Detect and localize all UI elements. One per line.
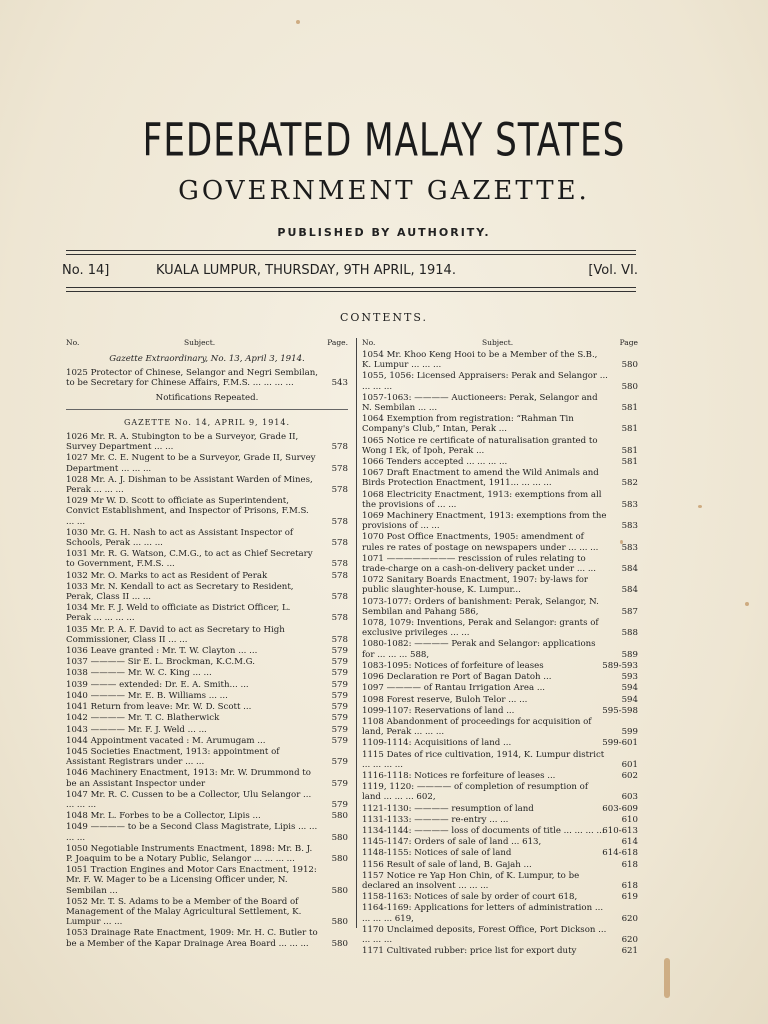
entry-page: 580 (331, 938, 348, 949)
contents-entry (66, 736, 348, 746)
entry-page: 543 (331, 378, 348, 389)
left-entries (66, 432, 348, 949)
entry-page: 579 (331, 778, 348, 789)
entry-page: 603 (621, 792, 638, 803)
entry-page: 620 (621, 913, 638, 924)
entry-subject: 1049 ———— to be a Second Class Magistrate, Lipis ... ... ... ... (66, 822, 318, 843)
contents-entry (66, 768, 348, 788)
contents-entry (66, 646, 348, 656)
entry-page: 578 (331, 559, 348, 570)
entry-subject: 1070 Post Office Enactments, 1905: amendment of rules re rates of postage on newspapers under ... ... ... (362, 532, 599, 553)
contents-entry (362, 717, 638, 737)
entry-subject: 1097 ———— of Rantau Irrigation Area ... (362, 683, 546, 694)
contents-entry (362, 511, 638, 531)
contents-entry (362, 871, 638, 891)
entry-subject: 1148-1155: Notices of sale of land (362, 848, 512, 859)
entry-subject: 1043 ———— Mr. F. J. Weld ... ... (66, 724, 207, 735)
contents-entry (66, 625, 348, 645)
entry-subject: 1052 Mr. T. S. Adams to be a Member of the Board of Management of the Malay Agricultural Settlement, K. Lumpur ... ... (66, 896, 302, 928)
entry-page: 580 (331, 832, 348, 843)
entry-subject: 1030 Mr. G. H. Nash to act as Assistant Inspector of Schools, Perak ... ... ... (66, 527, 294, 549)
entry-subject: 1145-1147: Orders of sale of land ... 613, (362, 837, 542, 848)
contents-entry (362, 782, 638, 802)
contents-entry (362, 575, 638, 595)
entry-subject: 1051 Traction Engines and Motor Cars Enactment, 1912: Mr. F. W. Mager to be a Licensing Officer under, N. Sembilan ... (66, 865, 317, 896)
gazette-heading: GAZETTE No. 14, APRIL 9, 1914. (123, 417, 291, 427)
entry-subject: 1072 Sanitary Boards Enactment, 1907: by-laws for public slaughter-house, K. Lumpur... (362, 575, 589, 596)
bottom-rule (66, 287, 636, 288)
entry-page: 620 (621, 934, 638, 945)
contents-entry (66, 496, 348, 527)
contents-entry (362, 618, 638, 638)
published-by-authority: PUBLISHED BY AUTHORITY. (277, 226, 491, 239)
entry-subject: 1121-1130: ———— resumption of land (362, 803, 534, 814)
contents-entry (362, 490, 638, 510)
col-page-label: Page (619, 338, 638, 347)
contents-entry (66, 657, 348, 667)
entry-page: 578 (331, 485, 348, 496)
entry-page: 581 (621, 445, 638, 456)
entry-subject: 1048 Mr. L. Forbes to be a Collector, Lipis ... (66, 811, 261, 822)
entry-page: 579 (331, 702, 348, 713)
contents-entry (362, 683, 638, 693)
entry-subject: 1156 Result of sale of land, B. Gajah ... (362, 859, 532, 870)
entry-subject: 1068 Electricity Enactment, 1913: exemptions from all the provisions of ... ... (362, 489, 602, 510)
entry-page: 578 (331, 613, 348, 624)
entry-page: 621 (621, 946, 638, 957)
contents-entry (66, 747, 348, 767)
contents-entry (362, 436, 638, 456)
entry-subject: 1158-1163: Notices of sale by order of court 618, (362, 892, 578, 903)
entry-subject: 1054 Mr. Khoo Keng Hooi to be a Member of the S.B., K. Lumpur ... ... ... (362, 350, 598, 371)
entry-page: 583 (621, 542, 638, 553)
entry-subject: 1027 Mr. C. E. Nugent to be a Surveyor, Grade II, Survey Department ... ... ... (66, 453, 316, 474)
entry-subject: 1035 Mr. P. A. F. David to act as Secretary to High Commissioner, Class II ... ... (66, 624, 285, 645)
contents-entry (362, 860, 638, 870)
contents-entry (362, 457, 638, 467)
contents-entry (66, 822, 348, 842)
entry-subject: 1164-1169: Applications for letters of administration ... ... ... ... 619, (362, 903, 604, 924)
issue-number: No. 14] (62, 263, 110, 278)
contents-entry (362, 661, 638, 671)
entry-subject: 1069 Machinery Enactment, 1913: exemptions from the provisions of ... ... (362, 511, 607, 532)
contents-entry (362, 804, 638, 814)
contents-entry (362, 414, 638, 434)
entry-subject: 1041 Return from leave: Mr. W. D. Scott ... (66, 702, 252, 713)
top-rule-thin (66, 254, 636, 255)
entry-page: 601 (621, 759, 638, 770)
contents-entry (362, 532, 638, 552)
entry-page: 589-593 (602, 660, 638, 671)
notifications-repeated: Notifications Repeated. (155, 392, 259, 403)
contents-entry (362, 393, 638, 413)
contents-entry (66, 702, 348, 712)
right-entries (362, 350, 638, 956)
column-header (66, 338, 348, 350)
entry-page: 579 (331, 657, 348, 668)
entry-subject: 1029 Mr W. D. Scott to officiate as Superintendent, Convict Establishment, and Inspector of Prisons, F.M.S. ... ... (66, 496, 309, 527)
entry-subject: 1040 ———— Mr. E. B. Williams ... ... (66, 690, 228, 701)
entry-subject: 1039 ——— extended: Dr. E. A. Smith... ... (66, 679, 249, 690)
entry-page: 618 (621, 859, 638, 870)
foxing-stain (698, 505, 702, 508)
contents-entry (362, 826, 638, 836)
entry-page: 599-601 (602, 738, 638, 749)
entry-page: 579 (331, 724, 348, 735)
entry-subject: 1045 Societies Enactment, 1913: appointment of Assistant Registrars under ... ... (66, 746, 280, 768)
entry-page: 579 (331, 713, 348, 724)
gazette-subtitle: GOVERNMENT GAZETTE. (178, 176, 590, 206)
entry-page: 610 (621, 814, 638, 825)
section-separator (66, 409, 348, 410)
contents-left-column (66, 338, 348, 950)
contents-entry (362, 925, 638, 945)
contents-entry (66, 549, 348, 569)
contents-entry (362, 639, 638, 659)
entry-page: 599 (621, 727, 638, 738)
top-rule (66, 250, 636, 251)
contents-entry (362, 815, 638, 825)
entry-subject: 1055, 1056: Licensed Appraisers: Perak and Selangor ... ... ... ... (362, 371, 608, 392)
entry-subject: 1066 Tenders accepted ... ... ... ... (362, 457, 508, 468)
contents-entry (66, 668, 348, 678)
contents-entry (362, 903, 638, 923)
entry-subject: 1098 Forest reserve, Buloh Telor ... ... (362, 694, 528, 705)
contents-entry (362, 848, 638, 858)
contents-entry (66, 713, 348, 723)
entry-subject: 1037 ———— Sir E. L. Brockman, K.C.M.G. (66, 657, 255, 668)
entry-subject: 1080-1082: ———— Perak and Selangor: applications for ... ... ... 588, (362, 639, 596, 660)
extraordinary-entries (66, 368, 348, 388)
entry-subject: 1042 ———— Mr. T. C. Blatherwick (66, 713, 220, 724)
entry-page: 594 (621, 694, 638, 705)
entry-page: 579 (331, 799, 348, 810)
contents-entry (362, 946, 638, 956)
entry-page: 580 (331, 853, 348, 864)
contents-entry (362, 837, 638, 847)
contents-entry (362, 554, 638, 574)
contents-entry (66, 844, 348, 864)
entry-page: 579 (331, 757, 348, 768)
entry-subject: 1116-1118: Notices re forfeiture of leases ... (362, 770, 556, 781)
col-no-label: No. (362, 338, 376, 347)
entry-subject: 1046 Machinery Enactment, 1913: Mr. W. Drummond to be an Assistant Inspector under (66, 768, 311, 789)
col-no-label: No. (66, 338, 80, 347)
contents-entry (66, 528, 348, 548)
entry-subject: 1067 Draft Enactment to amend the Wild Animals and Birds Protection Enactment, 1911... ... ... ... (362, 468, 599, 489)
entry-page: 619 (621, 892, 638, 903)
entry-page: 579 (331, 690, 348, 701)
entry-subject: 1025 Protector of Chinese, Selangor and Negri Sembilan, to be Secretary for Chinese Affairs, F.M.S. ... ... ... ... (66, 368, 319, 389)
extraordinary-heading: Gazette Extraordinary, No. 13, April 3, 1914. (109, 354, 305, 364)
entry-page: 578 (331, 634, 348, 645)
foxing-stain (664, 958, 670, 998)
entry-subject: 1057-1063: ———— Auctioneers: Perak, Selangor and N. Sembilan ... ... (362, 392, 598, 414)
contents-heading: CONTENTS. (339, 311, 429, 324)
contents-entry (66, 571, 348, 581)
entry-subject: 1134-1144: ———— loss of documents of title ... ... ... ... (362, 825, 605, 836)
entry-page: 579 (331, 679, 348, 690)
dateline (60, 263, 640, 281)
entry-page: 595-598 (602, 705, 638, 716)
entry-page: 578 (331, 538, 348, 549)
entry-page: 583 (621, 499, 638, 510)
entry-page: 610-613 (602, 825, 638, 836)
entry-subject: 1031 Mr. R. G. Watson, C.M.G., to act as Chief Secretary to Government, F.M.S. ... (66, 549, 313, 570)
entry-subject: 1115 Dates of rice cultivation, 1914, K. Lumpur district ... ... ... ... (362, 749, 605, 770)
entry-page: 589 (621, 649, 638, 660)
entry-page: 579 (331, 668, 348, 679)
entry-subject: 1157 Notice re Yap Hon Chin, of K. Lumpur, to be declared an insolvent ... ... ... (362, 870, 580, 891)
contents-entry (66, 582, 348, 602)
contents-entry (66, 432, 348, 452)
contents-entry (66, 725, 348, 735)
contents-entry (362, 750, 638, 770)
entry-page: 603-609 (602, 803, 638, 814)
col-subject-label: Subject. (184, 338, 216, 347)
place-date: KUALA LUMPUR, THURSDAY, 9TH APRIL, 1914. (156, 263, 456, 278)
entry-subject: 1047 Mr. R. C. Cussen to be a Collector, Ulu Selangor ... ... ... ... (66, 789, 312, 810)
entry-page: 578 (331, 442, 348, 453)
entry-page: 602 (621, 770, 638, 781)
contents-entry (362, 695, 638, 705)
contents-entry (66, 790, 348, 810)
contents-entry (362, 597, 638, 617)
entry-subject: 1078, 1079: Inventions, Perak and Selangor: grants of exclusive privileges ... ... (362, 618, 599, 639)
contents-entry (66, 897, 348, 928)
entry-page: 614 (621, 837, 638, 848)
column-divider (356, 338, 357, 928)
gazette-title: FEDERATED MALAY STATES (142, 113, 626, 167)
foxing-stain (745, 602, 749, 606)
entry-subject: 1036 Leave granted : Mr. T. W. Clayton ... ... (66, 646, 258, 657)
entry-subject: 1170 Unclaimed deposits, Forest Office, Port Dickson ... ... ... ... (362, 924, 607, 945)
entry-subject: 1033 Mr. N. Kendall to act as Secretary to Resident, Perak, Class II ... ... (66, 581, 294, 603)
contents-entry (66, 475, 348, 495)
entry-subject: 1065 Notice re certificate of naturalisation granted to Wong I Ek, of Ipoh, Perak ... (362, 435, 598, 456)
entry-subject: 1050 Negotiable Instruments Enactment, 1898: Mr. B. J. P. Joaquim to be a Notary Public, Selangor ... ... ... ... (66, 843, 313, 864)
entry-subject: 1131-1133: ———— re-entry ... ... (362, 814, 509, 825)
entry-page: 578 (331, 592, 348, 603)
entry-subject: 1026 Mr. R. A. Stubington to be a Surveyor, Grade II, Survey Department ... ... (66, 432, 299, 453)
entry-page: 580 (331, 811, 348, 822)
contents-entry (66, 453, 348, 473)
entry-page: 578 (331, 516, 348, 527)
entry-page: 578 (331, 463, 348, 474)
entry-page: 583 (621, 521, 638, 532)
contents-entry (66, 680, 348, 690)
contents-entry (66, 603, 348, 623)
contents-entry (362, 672, 638, 682)
contents-entry (362, 706, 638, 716)
entry-page: 618 (621, 880, 638, 891)
entry-page: 580 (621, 360, 638, 371)
contents-entry (66, 928, 348, 948)
contents-entry (362, 468, 638, 488)
foxing-stain (296, 20, 300, 24)
entry-subject: 1028 Mr. A. J. Dishman to be Assistant Warden of Mines, Perak ... ... ... (66, 474, 313, 496)
entry-page: 581 (621, 424, 638, 435)
entry-page: 587 (621, 606, 638, 617)
entry-page: 614-618 (602, 848, 638, 859)
entry-subject: 1099-1107: Reservations of land ... (362, 705, 515, 716)
entry-page: 578 (331, 570, 348, 581)
entry-subject: 1096 Declaration re Port of Bagan Datoh ... (362, 672, 552, 683)
contents-right-column (362, 338, 638, 957)
entry-subject: 1119, 1120: ———— of completion of resumption of land ... ... ... 602, (362, 782, 589, 803)
entry-page: 581 (621, 457, 638, 468)
entry-page: 584 (621, 585, 638, 596)
col-subject-label: Subject. (482, 338, 514, 347)
contents-entry (66, 811, 348, 821)
entry-subject: 1108 Abandonment of proceedings for acquisition of land, Perak ... ... ... (362, 716, 592, 738)
entry-page: 581 (621, 403, 638, 414)
contents-entry (66, 865, 348, 896)
entry-subject: 1073-1077: Orders of banishment: Perak, Selangor, N. Sembilan and Pahang 586, (362, 596, 599, 617)
contents-entry (66, 691, 348, 701)
entry-page: 588 (621, 628, 638, 639)
entry-subject: 1044 Appointment vacated : M. Arumugam ... (66, 735, 266, 746)
entry-page: 580 (331, 917, 348, 928)
column-header (362, 338, 638, 350)
entry-subject: 1034 Mr. F. J. Weld to officiate as District Officer, L. Perak ... ... ... ... (66, 603, 291, 624)
entry-subject: 1071 ———————— rescission of rules relating to trade-charge on a cash-on-delivery packet under ... ... (362, 553, 597, 575)
contents-entry (362, 738, 638, 748)
contents-entry (362, 350, 638, 370)
contents-entry (362, 371, 638, 391)
entry-subject: 1053 Drainage Rate Enactment, 1909: Mr. H. C. Butler to be a Member of the Kapar Drainage Area Board ... ... ... (66, 928, 318, 949)
entry-subject: 1171 Cultivated rubber: price list for export duty (362, 946, 577, 957)
col-page-label: Page. (327, 338, 348, 347)
entry-page: 594 (621, 683, 638, 694)
entry-page: 582 (621, 478, 638, 489)
contents-entry (362, 771, 638, 781)
entry-subject: 1032 Mr. O. Marks to act as Resident of Perak (66, 570, 268, 581)
contents-entry (362, 892, 638, 902)
entry-page: 580 (331, 885, 348, 896)
entry-page: 580 (621, 381, 638, 392)
entry-subject: 1038 ———— Mr. W. C. King ... ... (66, 668, 212, 679)
entry-subject: 1109-1114: Acquisitions of land ... (362, 738, 512, 749)
entry-page: 579 (331, 646, 348, 657)
volume: [Vol. VI. (588, 263, 638, 278)
entry-subject: 1083-1095: Notices of forfeiture of leases (362, 660, 544, 671)
entry-page: 584 (621, 564, 638, 575)
entry-subject: 1064 Exemption from registration: “Rahman Tin Company's Club,” Intan, Perak ... (362, 414, 574, 435)
entry-page: 579 (331, 735, 348, 746)
contents-entry (66, 368, 348, 388)
entry-page: 593 (621, 672, 638, 683)
bottom-rule-thin (66, 291, 636, 292)
